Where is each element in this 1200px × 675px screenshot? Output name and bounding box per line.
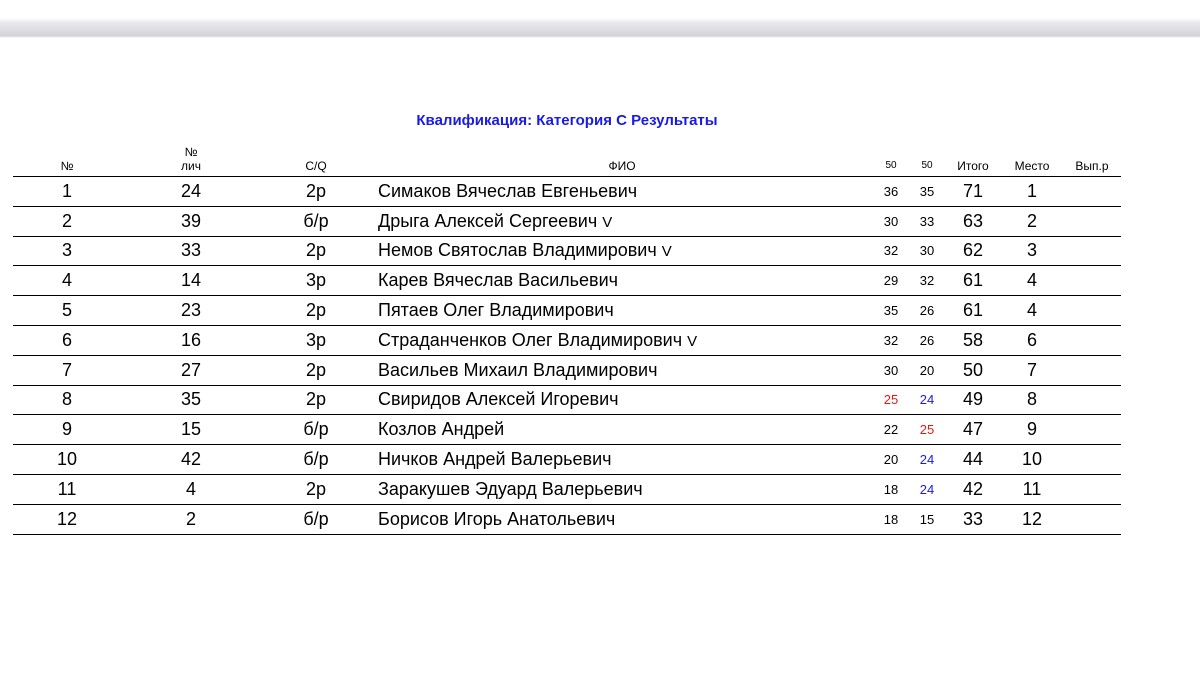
cell-num: 6 <box>13 325 121 355</box>
window-top-bar <box>0 0 1200 38</box>
cell-total: 42 <box>945 474 1001 504</box>
cell-place: 4 <box>1001 296 1063 326</box>
cell-total: 44 <box>945 445 1001 475</box>
results-body <box>13 177 1121 535</box>
cell-rank-done <box>1063 385 1121 415</box>
cell-rank-done <box>1063 474 1121 504</box>
table-row <box>13 504 1121 534</box>
participant-name: Борисов Игорь Анатольевич <box>378 508 616 529</box>
table-row <box>13 206 1121 236</box>
cell-category: 2р <box>261 474 371 504</box>
cell-name <box>371 266 873 296</box>
cell-place: 6 <box>1001 325 1063 355</box>
cell-category: 2р <box>261 385 371 415</box>
cell-num: 12 <box>13 504 121 534</box>
cell-category: 2р <box>261 296 371 326</box>
cell-round2: 24 <box>909 385 945 415</box>
cell-total: 33 <box>945 504 1001 534</box>
cell-bib: 2 <box>121 504 261 534</box>
cell-name <box>371 206 873 236</box>
table-row <box>13 415 1121 445</box>
cell-place: 3 <box>1001 236 1063 266</box>
cell-round2: 30 <box>909 236 945 266</box>
cell-round1: 25 <box>873 385 909 415</box>
cell-total: 61 <box>945 266 1001 296</box>
cell-bib: 15 <box>121 415 261 445</box>
cell-total: 61 <box>945 296 1001 326</box>
cell-name <box>371 236 873 266</box>
cell-bib: 35 <box>121 385 261 415</box>
table-row <box>13 177 1121 207</box>
cell-bib: 23 <box>121 296 261 326</box>
cell-category: 3р <box>261 325 371 355</box>
cell-rank-done <box>1063 325 1121 355</box>
cell-total: 71 <box>945 177 1001 207</box>
cell-place: 12 <box>1001 504 1063 534</box>
cell-name <box>371 325 873 355</box>
cell-rank-done <box>1063 266 1121 296</box>
cell-category: б/р <box>261 206 371 236</box>
check-mark: V <box>661 243 672 261</box>
cell-round2: 24 <box>909 445 945 475</box>
cell-rank-done <box>1063 236 1121 266</box>
cell-place: 7 <box>1001 355 1063 385</box>
header-place: Место <box>1001 141 1063 177</box>
cell-round1: 32 <box>873 236 909 266</box>
cell-total: 47 <box>945 415 1001 445</box>
cell-name <box>371 445 873 475</box>
cell-round1: 22 <box>873 415 909 445</box>
cell-rank-done <box>1063 445 1121 475</box>
cell-round2: 35 <box>909 177 945 207</box>
header-row <box>13 141 1121 177</box>
cell-num: 10 <box>13 445 121 475</box>
cell-round1: 29 <box>873 266 909 296</box>
cell-category: 2р <box>261 177 371 207</box>
cell-bib: 42 <box>121 445 261 475</box>
cell-num: 11 <box>13 474 121 504</box>
cell-place: 11 <box>1001 474 1063 504</box>
cell-round2: 26 <box>909 325 945 355</box>
header-bib-line2: лич <box>181 159 201 173</box>
cell-round2: 15 <box>909 504 945 534</box>
cell-name <box>371 504 873 534</box>
cell-total: 49 <box>945 385 1001 415</box>
header-total: Итого <box>945 141 1001 177</box>
cell-bib: 24 <box>121 177 261 207</box>
cell-total: 62 <box>945 236 1001 266</box>
results-table <box>13 141 1121 535</box>
cell-round2: 20 <box>909 355 945 385</box>
cell-rank-done <box>1063 355 1121 385</box>
cell-place: 8 <box>1001 385 1063 415</box>
cell-bib: 16 <box>121 325 261 355</box>
cell-category: 2р <box>261 355 371 385</box>
header-category: C/Q <box>261 141 371 177</box>
cell-num: 9 <box>13 415 121 445</box>
table-row <box>13 266 1121 296</box>
cell-round2: 33 <box>909 206 945 236</box>
page-title: Квалификация: Категория C Результаты <box>416 112 718 129</box>
cell-round1: 18 <box>873 504 909 534</box>
cell-category: б/р <box>261 504 371 534</box>
cell-total: 58 <box>945 325 1001 355</box>
cell-bib: 39 <box>121 206 261 236</box>
participant-name: Ничков Андрей Валерьевич <box>378 449 612 470</box>
cell-total: 50 <box>945 355 1001 385</box>
cell-num: 8 <box>13 385 121 415</box>
header-name: ФИО <box>371 141 873 177</box>
cell-category: 3р <box>261 266 371 296</box>
table-row <box>13 355 1121 385</box>
table-row <box>13 474 1121 504</box>
cell-total: 63 <box>945 206 1001 236</box>
table-row <box>13 236 1121 266</box>
cell-round2: 32 <box>909 266 945 296</box>
cell-rank-done <box>1063 206 1121 236</box>
table-row <box>13 385 1121 415</box>
cell-round1: 36 <box>873 177 909 207</box>
cell-round1: 20 <box>873 445 909 475</box>
header-num: № <box>13 141 121 177</box>
header-rank-done: Вып.р <box>1063 141 1121 177</box>
table-row <box>13 296 1121 326</box>
cell-place: 4 <box>1001 266 1063 296</box>
cell-round2: 26 <box>909 296 945 326</box>
cell-round1: 18 <box>873 474 909 504</box>
cell-num: 2 <box>13 206 121 236</box>
cell-round1: 30 <box>873 206 909 236</box>
table-row <box>13 445 1121 475</box>
cell-round1: 30 <box>873 355 909 385</box>
participant-name: Карев Вячеслав Васильевич <box>378 270 619 291</box>
cell-place: 10 <box>1001 445 1063 475</box>
cell-rank-done <box>1063 415 1121 445</box>
participant-name: Симаков Вячеслав Евгеньевич <box>378 180 638 201</box>
cell-rank-done <box>1063 296 1121 326</box>
cell-num: 7 <box>13 355 121 385</box>
cell-round1: 35 <box>873 296 909 326</box>
cell-name <box>371 355 873 385</box>
cell-place: 9 <box>1001 415 1063 445</box>
cell-name <box>371 177 873 207</box>
participant-name: Заракушев Эдуард Валерьевич <box>378 478 643 499</box>
cell-category: б/р <box>261 415 371 445</box>
cell-num: 4 <box>13 266 121 296</box>
cell-num: 5 <box>13 296 121 326</box>
cell-rank-done <box>1063 177 1121 207</box>
participant-name: Немов Святослав Владимирович <box>378 240 657 261</box>
cell-name <box>371 296 873 326</box>
cell-num: 1 <box>13 177 121 207</box>
participant-name: Свиридов Алексей Игоревич <box>378 389 619 410</box>
cell-round2: 25 <box>909 415 945 445</box>
participant-name: Дрыга Алексей Сергеевич <box>378 210 598 231</box>
cell-place: 1 <box>1001 177 1063 207</box>
check-mark: V <box>602 213 613 231</box>
cell-bib: 33 <box>121 236 261 266</box>
participant-name: Васильев Михаил Владимирович <box>378 359 658 380</box>
cell-place: 2 <box>1001 206 1063 236</box>
cell-round2: 24 <box>909 474 945 504</box>
header-round2: 50 <box>909 141 945 177</box>
check-mark: V <box>687 332 698 350</box>
header-bib-line1: № <box>184 145 198 159</box>
participant-name: Козлов Андрей <box>378 419 505 440</box>
cell-name <box>371 474 873 504</box>
cell-category: б/р <box>261 445 371 475</box>
header-round1: 50 <box>873 141 909 177</box>
cell-name <box>371 415 873 445</box>
cell-num: 3 <box>13 236 121 266</box>
cell-category: 2р <box>261 236 371 266</box>
table-row <box>13 325 1121 355</box>
header-bib <box>121 141 261 177</box>
cell-name <box>371 385 873 415</box>
cell-bib: 14 <box>121 266 261 296</box>
cell-rank-done <box>1063 504 1121 534</box>
participant-name: Пятаев Олег Владимирович <box>378 300 614 321</box>
cell-bib: 27 <box>121 355 261 385</box>
cell-round1: 32 <box>873 325 909 355</box>
participant-name: Страданченков Олег Владимирович <box>378 329 683 350</box>
cell-bib: 4 <box>121 474 261 504</box>
